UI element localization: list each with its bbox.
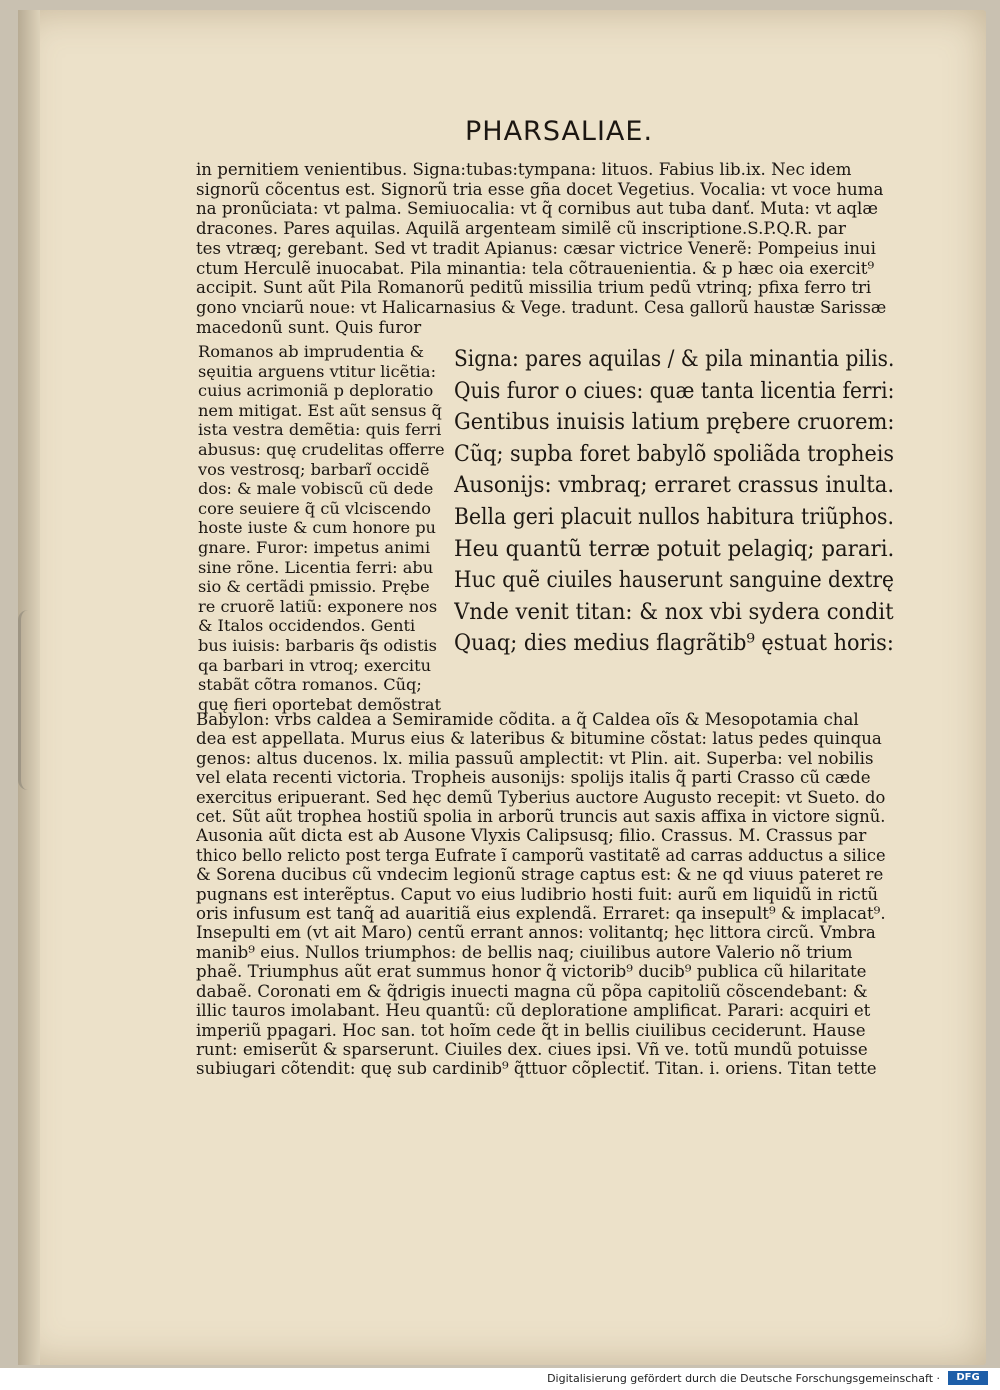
commentary-line: Babylon: vrbs caldea a Semiramide cõdita. a q̃ Caldea oĩs & Mesopotamia chal bbox=[196, 710, 859, 729]
commentary-line: sine rõne. Licentia ferri: abu bbox=[198, 557, 434, 577]
commentary-line: vel elata recenti victoria. Tropheis ausonijs: spolijs italis q̃ parti Crasso cũ cæde bbox=[196, 768, 871, 788]
verse-line: Quaq; dies medius flagrãtib⁹ ęstuat horis: bbox=[454, 630, 894, 657]
commentary-line: gnare. Furor: impetus animi bbox=[198, 537, 431, 557]
commentary-line: qa barbari in vtroq; exercitu bbox=[198, 655, 432, 675]
commentary-line: core seuiere q̃ cũ vlciscendo bbox=[198, 498, 432, 518]
commentary-line: oris infusum est tanq̃ ad auaritiã eius explendã. Erraret: qa insepult⁹ & implacat⁹. bbox=[196, 904, 886, 924]
verse-line: Bella geri placuit nullos habitura triũphos. bbox=[454, 503, 894, 530]
commentary-line: cuius acrimoniã p deploratio bbox=[198, 381, 434, 401]
commentary-line: thico bello relicto post terga Eufrate ĩ camporũ vastitatẽ ad carras adductus a silice bbox=[196, 845, 886, 865]
commentary-line: ista vestra demẽtia: quis ferri bbox=[198, 420, 442, 440]
commentary-line: & Italos occidendos. Genti bbox=[198, 616, 416, 636]
commentary-line: pugnans est interẽptus. Caput vo eius ludibrio hosti fuit: aurũ em liquidũ in rictũ bbox=[196, 884, 879, 904]
commentary-line: Insepulti em (vt ait Maro) centũ errant annos: volitantq; hęc littora circũ. Vmbra bbox=[196, 923, 876, 943]
commentary-line: dracones. Pares aquilas. Aquilã argenteam similẽ cũ inscriptione.S.P.Q.R. par bbox=[196, 219, 846, 239]
commentary-line: abusus: quę crudelitas offerre bbox=[198, 439, 445, 459]
commentary-line: genos: altus ducenos. lx. milia passuũ amplectit: vt Plin. ait. Superba: vel nobilis bbox=[196, 748, 874, 768]
verse-line: Signa: pares aquilas / & pila minantia pilis. bbox=[454, 346, 895, 372]
commentary-line: runt: emiserũt & sparserunt. Ciuiles dex. ciues ipsi. Vñ ve. totũ mundũ potuisse bbox=[196, 1039, 868, 1059]
commentary-line: Ausonia aũt dicta est ab Ausone Vlyxis Calipsusq; filio. Crassus. M. Crassus par bbox=[196, 826, 867, 846]
paper-clip-mark bbox=[18, 610, 41, 790]
commentary-line: cet. Sũt aũt trophea hostiũ spolia in arborũ truncis aut saxis affixa in victore signũ. bbox=[196, 807, 886, 827]
dfg-logo: DFG bbox=[948, 1371, 988, 1385]
commentary-top-block bbox=[196, 160, 886, 337]
running-head: PHARSALIAE. bbox=[465, 116, 654, 147]
commentary-line: vos vestrosq; barbarĩ occidẽ bbox=[198, 459, 430, 479]
commentary-left-column bbox=[198, 342, 446, 714]
commentary-line: manib⁹ eius. Nullos triumphos: de bellis naq; ciuilibus autore Valerio nõ trium bbox=[196, 942, 853, 962]
commentary-line: bus iuisis: barbaris q̃s odistis bbox=[198, 635, 437, 655]
commentary-line: na pronũciata: vt palma. Semiuocalia: vt q̃ cornibus aut tuba danť. Muta: vt aqlæ bbox=[196, 199, 878, 219]
verse-block bbox=[454, 344, 894, 660]
commentary-line: re cruorẽ latiũ: exponere nos bbox=[198, 596, 438, 616]
funding-note: Digitalisierung gefördert durch die Deutsche Forschungsgemeinschaft · bbox=[547, 1372, 940, 1385]
commentary-line: dea est appellata. Murus eius & lateribus & bitumine cõstat: latus pedes quinqua bbox=[196, 729, 882, 749]
commentary-line: phaẽ. Triumphus aũt erat summus honor q̃ victorib⁹ ducib⁹ publica cũ hilaritate bbox=[196, 962, 867, 982]
commentary-line: & Sorena ducibus cũ vndecim legionũ strage captus est: & ne qd viuus pateret re bbox=[196, 865, 884, 885]
commentary-line: tes vtræq; gerebant. Sed vt tradit Apianus: cæsar victrice Venerẽ: Pompeius inui bbox=[196, 238, 876, 258]
commentary-line: Romanos ab imprudentia & bbox=[198, 342, 425, 361]
commentary-line: illic tauros imolabant. Heu quantũ: cũ deploratione amplificat. Parari: acquiri et bbox=[196, 1001, 871, 1021]
commentary-line: dabaẽ. Coronati em & q̃drigis inuecti magna cũ põpa capitoliũ cõscendebant: & bbox=[196, 981, 868, 1001]
commentary-line: nem mitigat. Est aũt sensus q̃ bbox=[198, 400, 442, 420]
commentary-line: hoste iuste & cum honore pu bbox=[198, 518, 436, 538]
commentary-line: imperiũ ppagari. Hoc san. tot hoĩm cede q̃t in bellis ciuilibus ceciderunt. Hause bbox=[196, 1020, 866, 1040]
commentary-line: ctum Herculẽ inuocabat. Pila minantia: tela cõtrauenientia. & p hæc oia exercit⁹ bbox=[196, 258, 875, 278]
commentary-line: stabãt cõtra romanos. Cũq; bbox=[198, 675, 422, 695]
commentary-line: subiugari cõtendit: quę sub cardinib⁹ q̃ttuor cõplectiť. Titan. i. oriens. Titan tette bbox=[196, 1059, 877, 1079]
verse-line: Huc quẽ ciuiles hauserunt sanguine dextrę bbox=[454, 567, 894, 594]
verse-line: Gentibus inuisis latium prębere cruorem: bbox=[454, 409, 895, 436]
verse-line: Vnde venit titan: & nox vbi sydera condit bbox=[454, 598, 894, 625]
commentary-bottom-block bbox=[196, 710, 886, 1079]
verse-line: Heu quantũ terræ potuit pelagiq; parari. bbox=[454, 535, 894, 562]
commentary-line: exercitus eripuerant. Sed hęc demũ Tyberius auctore Augusto recepit: vt Sueto. do bbox=[196, 787, 886, 807]
verse-line: Ausonijs: vmbraq; erraret crassus inulta. bbox=[454, 472, 894, 499]
commentary-line: macedonũ sunt. Quis furor bbox=[196, 317, 422, 337]
verse-line: Quis furor o ciues: quæ tanta licentia ferri: bbox=[454, 377, 895, 404]
commentary-line: in pernitiem venientibus. Signa:tubas:tympana: lituos. Fabius lib.ix. Nec idem bbox=[196, 160, 852, 179]
commentary-line: sio & certãdi pmissio. Prębe bbox=[198, 577, 430, 597]
commentary-line: sęuitia arguens vtitur licẽtia: bbox=[198, 361, 437, 381]
commentary-line: gono vnciarũ noue: vt Halicarnasius & Vege. tradunt. Cesa gallorũ haustæ Sarissæ bbox=[196, 297, 887, 317]
commentary-line: dos: & male vobiscũ cũ dede bbox=[198, 479, 434, 499]
commentary-line: signorũ cõcentus est. Signorũ tria esse gña docet Vegetius. Vocalia: vt voce huma bbox=[196, 179, 884, 199]
commentary-line: quę fieri oportebat demõstrat bbox=[198, 694, 442, 714]
verse-line: Cũq; supba foret babylõ spoliãda tropheis bbox=[454, 440, 894, 467]
commentary-line: accipit. Sunt aũt Pila Romanorũ peditũ missilia trium pedũ vtrinq; pfixa ferro tri bbox=[196, 278, 872, 298]
